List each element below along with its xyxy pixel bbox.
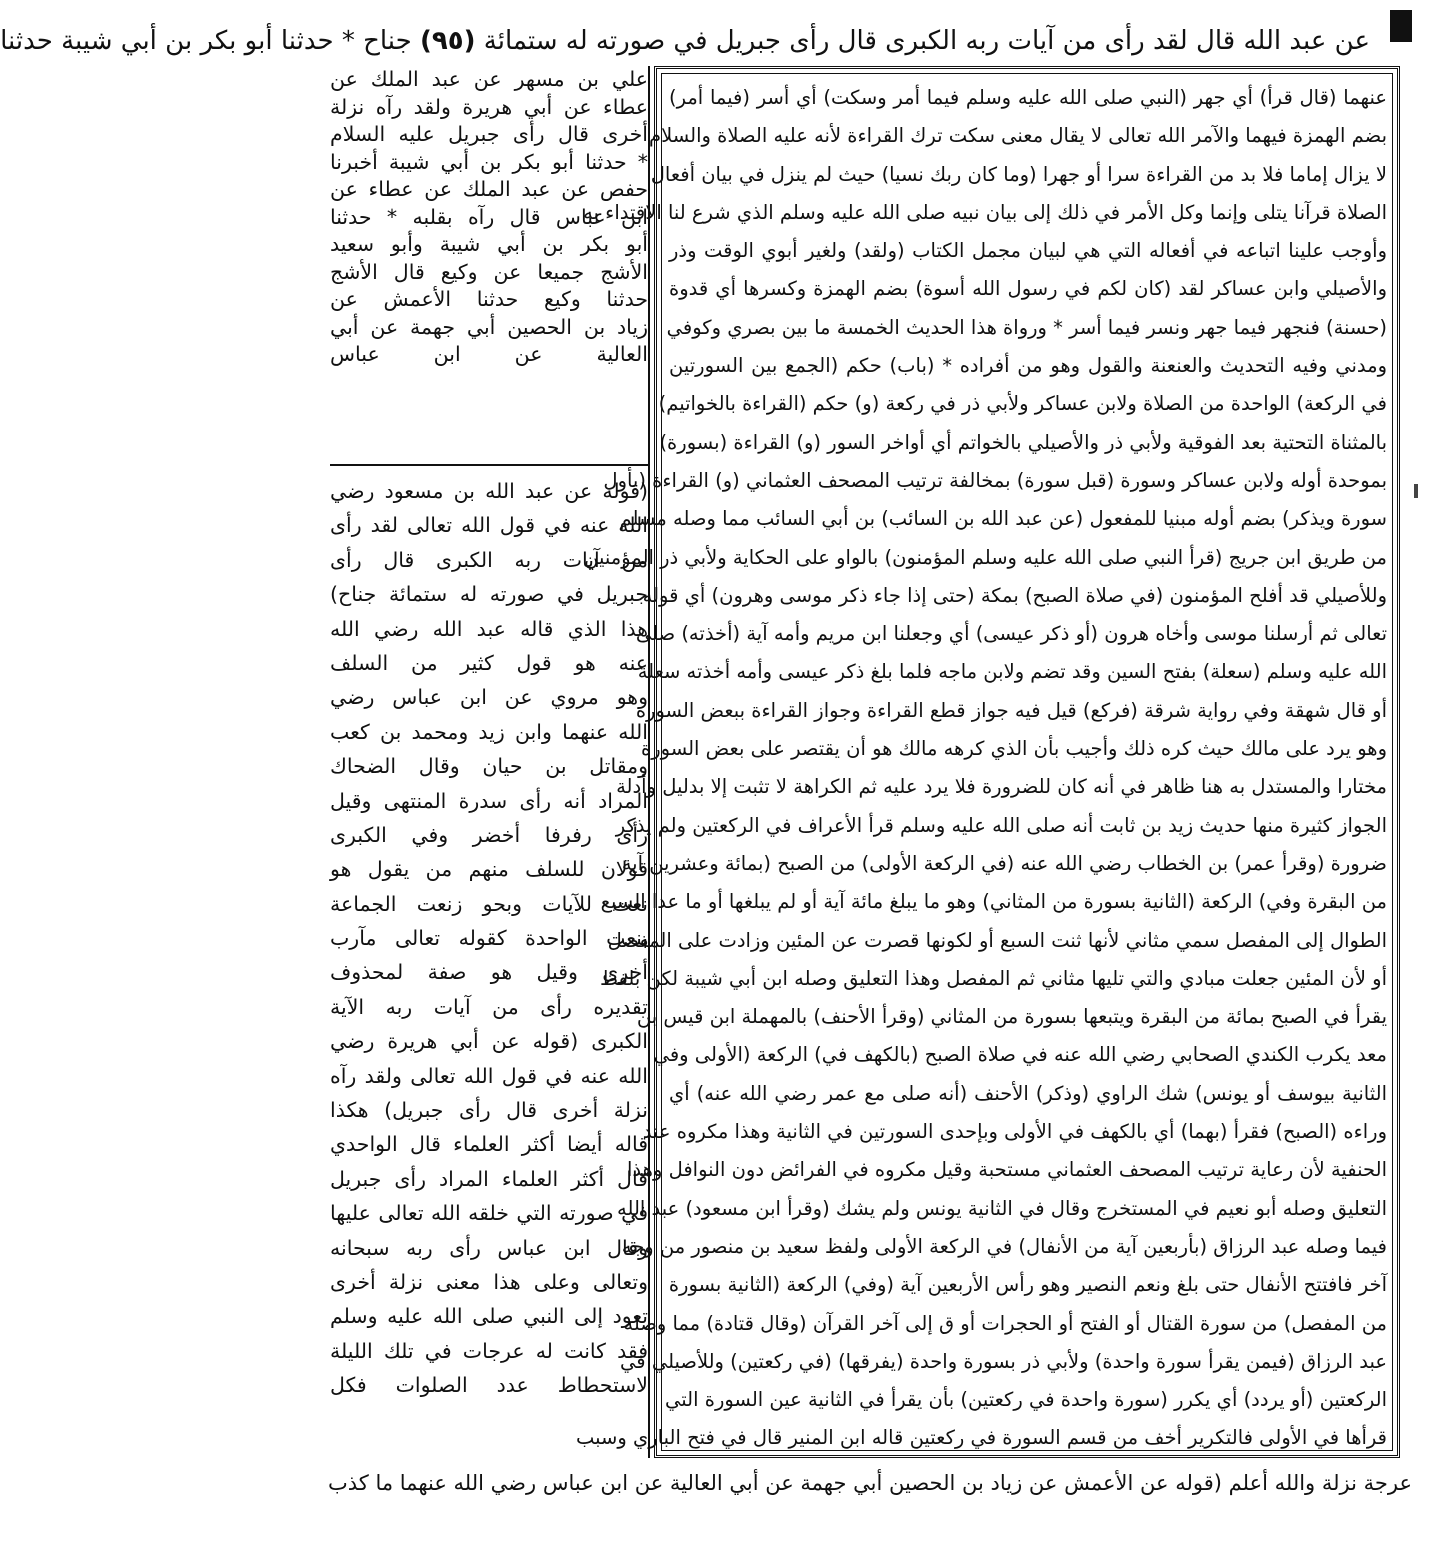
commentary-line: بضم الهمزة فيهما والآمر الله تعالى لا يقال معنى سكت ترك القراءة لأنه عليه الصلاة والسلام bbox=[649, 124, 1387, 148]
commentary-line: عنهما (قال قرأ) أي جهر (النبي صلى الله عليه وسلم فيما أمر وسكت) أي أسر (فيما أمر) bbox=[669, 86, 1387, 109]
gloss-line: وقال ابن عباس رأى ربه سبحانه bbox=[330, 1235, 648, 1260]
commentary-line: والأصيلي وابن عساكر لقد (كان لكم في رسول الله أسوة) بضم الهمزة وكسرها أي قدوة bbox=[669, 277, 1387, 301]
column-divider-rule bbox=[330, 464, 648, 466]
commentary-line: الثانية بيوسف أو يونس) شك الراوي (وذكر) الأحنف (أنه صلى مع عمر رضي الله عنه) أي bbox=[669, 1081, 1387, 1105]
gloss-line: قاله أيضا أكثر العلماء قال الواحدي bbox=[330, 1132, 648, 1157]
commentary-line: في الركعة) الواحدة من الصلاة ولابن عساكر ولأبي ذر في ركعة (و) حكم (القراءة بالخواتيم) bbox=[658, 392, 1387, 416]
commentary-line: ومدني وفيه التحديث والعنعنة والقول وهو من أفراده * (باب) حكم (الجمع بين السورتين bbox=[669, 354, 1387, 378]
commentary-line: الجواز كثيرة منها حديث زيد بن ثابت أنه صلى الله عليه وسلم قرأ الأعراف في الركعتين ولم يذكر bbox=[615, 813, 1387, 837]
gloss-line: تعود إلى النبي صلى الله عليه وسلم bbox=[330, 1304, 648, 1329]
hadith-line: الأشج جميعا عن وكيع قال الأشج bbox=[330, 259, 648, 284]
commentary-line: وهو يرد على مالك حيث كره ذلك وأجيب بأن الذي كرهه مالك هو أن يقتصر على بعض السورة bbox=[640, 737, 1387, 761]
commentary-line: من المفصل) من سورة القتال أو الفتح أو الحجرات أو ق إلى آخر القرآن (وقال قتادة) مما وصله bbox=[623, 1311, 1387, 1335]
commentary-line: لا يزال إماما فلا بد من القراءة سرا أو جهرا (وما كان ربك نسيا) حيث لم ينزل في بيان أفعال bbox=[650, 162, 1387, 186]
gloss-line: المراد أنه رأى سدرة المنتهى وقيل bbox=[330, 788, 648, 813]
commentary-line: قرأها في الأولى فالتكرير أخف من قسم السورة في ركعتين قاله ابن المنير قال في فتح الباري وسبب bbox=[576, 1426, 1387, 1450]
gloss-line: وهو مروي عن ابن عباس رضي bbox=[330, 685, 648, 710]
commentary-line: وللأصيلي قد أفلح المؤمنون (في صلاة الصبح) بمكة (حتى إذا جاء ذكر موسى وهرون) أي قوله bbox=[642, 583, 1387, 607]
gloss-line: الله عنه في قول الله تعالى ولقد رآه bbox=[330, 1063, 648, 1088]
gloss-line: الكبرى (قوله عن أبي هريرة رضي bbox=[330, 1029, 648, 1054]
gloss-line: أخرى وقيل هو صفة لمحذوف bbox=[330, 960, 648, 985]
commentary-line: فيما وصله عبد الرزاق (بأربعين آية من الأنفال) في الركعة الأولى ولفظ سعيد بن منصور من وجه bbox=[621, 1234, 1387, 1258]
commentary-line: (حسنة) فنجهر فيما جهر ونسر فيما أسر * ورواة هذا الحديث الخمسة ما بين بصري وكوفي bbox=[666, 315, 1387, 339]
gloss-line: قال أكثر العلماء المراد رأى جبريل bbox=[330, 1166, 648, 1191]
gloss-line: (قوله عن عبد الله بن مسعود رضي bbox=[330, 479, 648, 503]
commentary-line: أو لأن المئين جعلت مبادي والتي تليها مثاني ثم المفصل وهذا التعليق وصله ابن أبي شيبة لكن بلفظ bbox=[600, 966, 1387, 990]
gloss-line: رأى رفرفا أخضر وفي الكبرى bbox=[330, 822, 648, 847]
commentary-text bbox=[576, 79, 1387, 1458]
margin-mark bbox=[1414, 484, 1418, 498]
hadith-line: زياد بن الحصين أبي جهمة عن أبي bbox=[330, 314, 648, 339]
gloss-line: ومقاتل بن حيان وقال الضحاك bbox=[330, 754, 648, 779]
commentary-line: تعالى ثم أرسلنا موسى وأخاه هرون (أو ذكر عيسى) أي وجعلنا ابن مريم وأمه آية (أخذته) صلى bbox=[635, 622, 1387, 646]
commentary-line: أو قال شهقة وفي رواية شرقة (فركع) قيل فيه جواز قطع القراءة وجواز القراءة ببعض السورة bbox=[635, 698, 1387, 722]
hadith-line: العالية عن ابن عباس bbox=[330, 342, 648, 366]
gloss-line: الله عنه في قول الله تعالى لقد رأى bbox=[330, 513, 648, 538]
header-text-right: عن عبد الله قال لقد رأى من آيات ربه الكبرى قال رأى جبريل في صورته له ستمائة bbox=[483, 26, 1370, 56]
hadith-line: أبو بكر بن أبي شيبة وأبو سعيد bbox=[330, 232, 648, 256]
gloss-line: في صورته التي خلقه الله تعالى عليها bbox=[330, 1201, 648, 1226]
header-text-left: جناح * حدثنا أبو بكر بن أبي شيبة حدثنا bbox=[0, 26, 412, 56]
commentary-line: الصلاة قرآنا يتلى وإنما وكل الأمر في ذلك إلى بيان نبيه صلى الله عليه وسلم الذي شرع لنا الاقتداء به bbox=[583, 200, 1387, 224]
hadith-line: ابن عباس قال رآه بقلبه * حدثنا bbox=[330, 204, 648, 229]
commentary-box bbox=[576, 66, 1400, 1458]
gloss-line: وتعالى وعلى هذا معنى نزلة أخرى bbox=[330, 1269, 648, 1294]
gloss-line: قولان للسلف منهم من يقول هو bbox=[330, 857, 648, 882]
commentary-line: ضرورة (وقرأ عمر) بن الخطاب رضي الله عنه (في الركعة الأولى) من الصبح (بمائة وعشرين آية bbox=[621, 851, 1387, 875]
gloss-line: نعت للآيات وبحو زنعت الجماعة bbox=[330, 891, 648, 916]
gloss-line: هذا الذي قاله عبد الله رضي الله bbox=[330, 616, 648, 641]
gloss-line: الله عنهما وابن زيد ومحمد بن كعب bbox=[330, 719, 648, 744]
commentary-line: عبد الرزاق (فيمن يقرأ سورة واحدة) ولأبي ذر بسورة واحدة (يفرقها) (في ركعتين) وللأصيلي في bbox=[620, 1349, 1387, 1373]
gloss-line: بنعت الواحدة كقوله تعالى مآرب bbox=[330, 926, 648, 951]
gloss-line: لاستحطاط عدد الصلوات فكل bbox=[330, 1373, 648, 1398]
footer-continuation: عرجة نزلة والله أعلم (قوله عن الأعمش عن زياد بن الحصين أبي جهمة عن أبي العالية عن ابن عباس رضي الله عنهما ما كذب bbox=[328, 1471, 1412, 1495]
commentary-line: الحنفية لأن رعاية ترتيب المصحف العثماني مستحبة وقيل مكروه في الفرائض دون النوافل وهذا bbox=[627, 1158, 1387, 1182]
commentary-line: مختارا والمستدل به هنا ظاهر في أنه كان للضرورة فلا يرد عليه ثم الكراهة لا تثبت إلا بدليل وأدلة bbox=[616, 775, 1387, 799]
scan-edge-mark bbox=[1390, 10, 1412, 42]
hadith-line: * حدثنا أبو بكر بن أبي شيبة أخبرنا bbox=[330, 149, 648, 174]
gloss-line: عنه هو قول كثير من السلف bbox=[330, 650, 648, 675]
commentary-line: الله عليه وسلم (سعلة) بفتح السين وقد تضم ولابن ماجه فلما بلغ ذكر عيسى وأمه أخذته سعلة bbox=[637, 660, 1387, 684]
commentary-line: بالمثناة التحتية بعد الفوقية ولأبي ذر والأصيلي بالخواتم أي أواخر السور (و) القراءة (بسورة) bbox=[659, 430, 1387, 454]
gloss-line: نزلة أخرى قال رأى جبريل) هكذا bbox=[330, 1098, 648, 1123]
commentary-line: الركعتين (أو يردد) أي يكرر (سورة واحدة في ركعتين) بأن يقرأ في الثانية عين السورة التي bbox=[665, 1388, 1387, 1412]
hadith-line: أخرى قال رأى جبريل عليه السلام bbox=[330, 122, 648, 146]
running-header bbox=[0, 18, 1370, 64]
gloss-line: من آيات ربه الكبرى قال رأى bbox=[330, 547, 648, 572]
commentary-line: من البقرة وفي) الركعة (الثانية بسورة من المثاني) وهو ما يبلغ مائة آية أو لم يبلغها أو ما عدا السبع bbox=[600, 890, 1387, 914]
gloss-text-column bbox=[330, 474, 648, 1403]
commentary-line: وراءه (الصبح) فقرأ (بهما) أي بالكهف في الأولى وبإحدى السورتين في الثانية وهذا مكروه عند bbox=[642, 1120, 1387, 1144]
commentary-line: وأوجب علينا اتباعه في أفعاله التي هي لبيان مجمل الكتاب (ولقد) ولغير أبوي الوقت وذر bbox=[669, 239, 1387, 263]
commentary-line: سورة ويذكر) بضم أوله مبنيا للمفعول (عن عبد الله بن السائب) بن أبي السائب مما وصله مسلم bbox=[619, 507, 1387, 531]
commentary-line: الطوال إلى المفصل سمي مثاني لأنها ثنت السبع أو لكونها قصرت عن المئين وزادت على المفصل bbox=[607, 928, 1387, 952]
hadith-line: حدثنا وكيع حدثنا الأعمش عن bbox=[330, 287, 648, 311]
commentary-line: بموحدة أوله ولابن عساكر وسورة (قبل سورة) بمخالفة ترتيب المصحف العثماني (و) القراءة (بأول bbox=[603, 468, 1387, 492]
commentary-line: معد يكرب الكندي الصحابي رضي الله عنه في صلاة الصبح (بالكهف في) الركعة (الأولى وفي bbox=[653, 1043, 1387, 1067]
commentary-line: من طريق ابن جريج (قرأ النبي صلى الله عليه وسلم المؤمنون) بالواو على الحكاية ولأبي ذر المؤمنين bbox=[584, 545, 1387, 569]
page-number: (٩٥) bbox=[419, 26, 476, 56]
gloss-line: جبريل في صورته له ستمائة جناح) bbox=[330, 582, 648, 607]
commentary-line: التعليق وصله أبو نعيم في المستخرج وقال في الثانية يونس ولم يشك (وقرأ ابن مسعود) عبد الله bbox=[617, 1196, 1387, 1220]
hadith-line: علي بن مسهر عن عبد الملك عن bbox=[330, 67, 648, 91]
commentary-line: يقرأ في الصبح بمائة من البقرة ويتبعها بسورة من المثاني (وقرأ الأحنف) بالمهملة ابن قيس بن bbox=[636, 1005, 1387, 1029]
gloss-line: تقديره رأى من آيات ربه الآية bbox=[330, 994, 648, 1019]
hadith-line: عطاء عن أبي هريرة ولقد رآه نزلة bbox=[330, 94, 648, 119]
gloss-line: فقد كانت له عرجات في تلك الليلة bbox=[330, 1338, 648, 1363]
hadith-line: حفص عن عبد الملك عن عطاء عن bbox=[330, 177, 648, 201]
commentary-line: آخر فافتتح الأنفال حتى بلغ ونعم النصير وهو رأس الأربعين آية (وفي) الركعة (الثانية بسورة bbox=[668, 1273, 1387, 1297]
